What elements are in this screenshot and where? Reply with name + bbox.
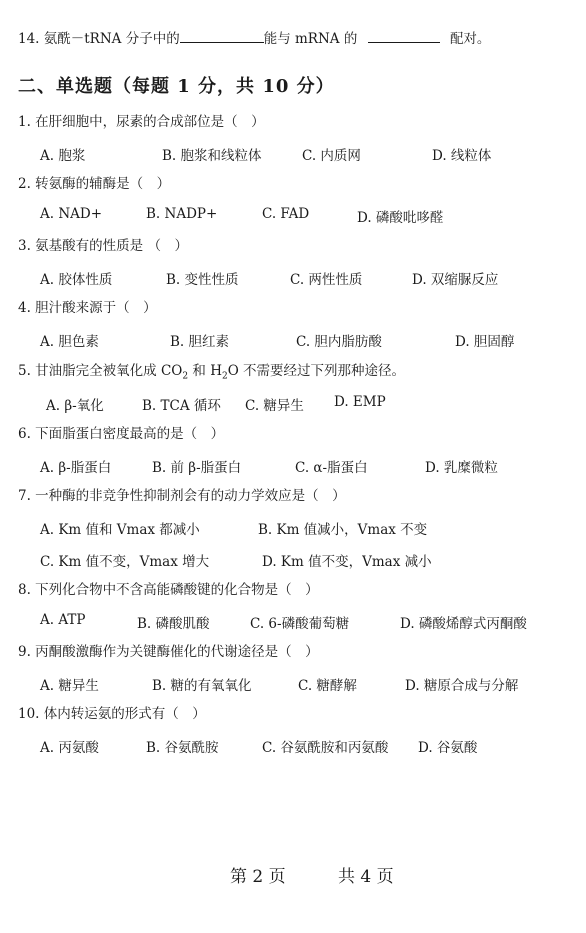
question-5-stem [18, 362, 405, 386]
question-1-stem: 1. 在肝细胞中，尿素的合成部位是（ ） [18, 114, 265, 130]
question-4-stem: 4. 胆汁酸来源于（ ） [18, 300, 157, 316]
q7-option-a: A. Km 值和 Vmax 都减小 [40, 522, 200, 538]
page-total: 共 4 页 [338, 867, 394, 887]
q4-option-d: D. 胆固醇 [455, 334, 515, 350]
q5-option-b: B. TCA 循环 [142, 398, 221, 414]
q9-option-d: D. 糖原合成与分解 [405, 678, 519, 694]
question-9-stem: 9. 丙酮酸激酶作为关键酶催化的代谢途径是（ ） [18, 644, 319, 660]
q5-option-c: C. 糖异生 [245, 398, 304, 414]
q5-option-a: A. β-氧化 [46, 398, 104, 414]
q8-option-d: D. 磷酸烯醇式丙酮酸 [400, 616, 527, 632]
q14-text-mid: 能与 mRNA 的 [263, 31, 358, 47]
q9-option-c: C. 糖酵解 [298, 678, 357, 694]
q7-option-c: C. Km 值不变，Vmax 增大 [40, 554, 210, 570]
q1-option-d: D. 线粒体 [432, 148, 492, 164]
q5-stem-part-1: 5. 甘油脂完全被氧化成 CO [18, 363, 183, 379]
q5-option-d: D. EMP [334, 394, 386, 410]
q5-stem-part-3: O 不需要经过下列那种途径。 [227, 363, 406, 379]
page-number: 第 2 页 [230, 867, 286, 887]
q5-subscript-h2o: 2 [221, 371, 228, 382]
q2-option-d: D. 磷酸吡哆醛 [357, 210, 444, 226]
q3-option-b: B. 变性性质 [166, 272, 239, 288]
q3-option-c: C. 两性性质 [290, 272, 363, 288]
question-2-stem: 2. 转氨酶的辅酶是（ ） [18, 176, 171, 192]
question-10-stem: 10. 体内转运氨的形式有（ ） [18, 706, 206, 722]
q6-option-a: A. β-脂蛋白 [40, 460, 112, 476]
q1-option-a: A. 胞浆 [40, 148, 86, 164]
q3-option-a: A. 胶体性质 [40, 272, 113, 288]
q10-option-a: A. 丙氨酸 [40, 740, 99, 756]
q10-option-b: B. 谷氨酰胺 [146, 740, 219, 756]
q8-option-a: A. ATP [40, 612, 86, 628]
q8-option-b: B. 磷酸肌酸 [137, 616, 210, 632]
q2-option-c: C. FAD [262, 206, 310, 222]
q1-option-b: B. 胞浆和线粒体 [162, 148, 262, 164]
q7-option-b: B. Km 值减小，Vmax 不变 [258, 522, 428, 538]
q14-text-post: 配对。 [449, 31, 491, 47]
q4-option-b: B. 胆红素 [170, 334, 230, 350]
q14-text-pre: 14. 氨酰－tRNA 分子中的 [18, 31, 180, 47]
q2-option-a: A. NAD+ [40, 206, 103, 222]
q6-option-b: B. 前 β-脂蛋白 [152, 460, 242, 476]
q1-option-c: C. 内质网 [302, 148, 361, 164]
q10-option-c: C. 谷氨酰胺和丙氨酸 [262, 740, 389, 756]
q8-option-c: C. 6-磷酸葡萄糖 [250, 616, 350, 632]
q7-option-d: D. Km 值不变，Vmax 减小 [262, 554, 432, 570]
q10-option-d: D. 谷氨酸 [418, 740, 478, 756]
q9-option-a: A. 糖异生 [40, 678, 99, 694]
q4-option-a: A. 胆色素 [40, 334, 99, 350]
question-7-stem: 7. 一种酶的非竞争性抑制剂会有的动力学效应是（ ） [18, 488, 346, 504]
question-14 [18, 30, 490, 48]
q2-option-b: B. NADP+ [146, 206, 218, 222]
q6-option-c: C. α-脂蛋白 [295, 460, 368, 476]
q5-subscript-co2: 2 [182, 371, 189, 382]
q14-blank-1 [180, 30, 264, 43]
q5-stem-part-2: 和 H [188, 363, 222, 379]
question-3-stem: 3. 氨基酸有的性质是 （ ） [18, 238, 188, 254]
q9-option-b: B. 糖的有氧氧化 [152, 678, 252, 694]
q4-option-c: C. 胆内脂肪酸 [296, 334, 382, 350]
section-title: 二、单选题（每题 1 分，共 10 分） [18, 76, 335, 97]
question-6-stem: 6. 下面脂蛋白密度最高的是（ ） [18, 426, 225, 442]
q14-blank-2 [368, 30, 440, 43]
q6-option-d: D. 乳糜微粒 [425, 460, 498, 476]
q3-option-d: D. 双缩脲反应 [412, 272, 499, 288]
question-8-stem: 8. 下列化合物中不含高能磷酸键的化合物是（ ） [18, 582, 319, 598]
